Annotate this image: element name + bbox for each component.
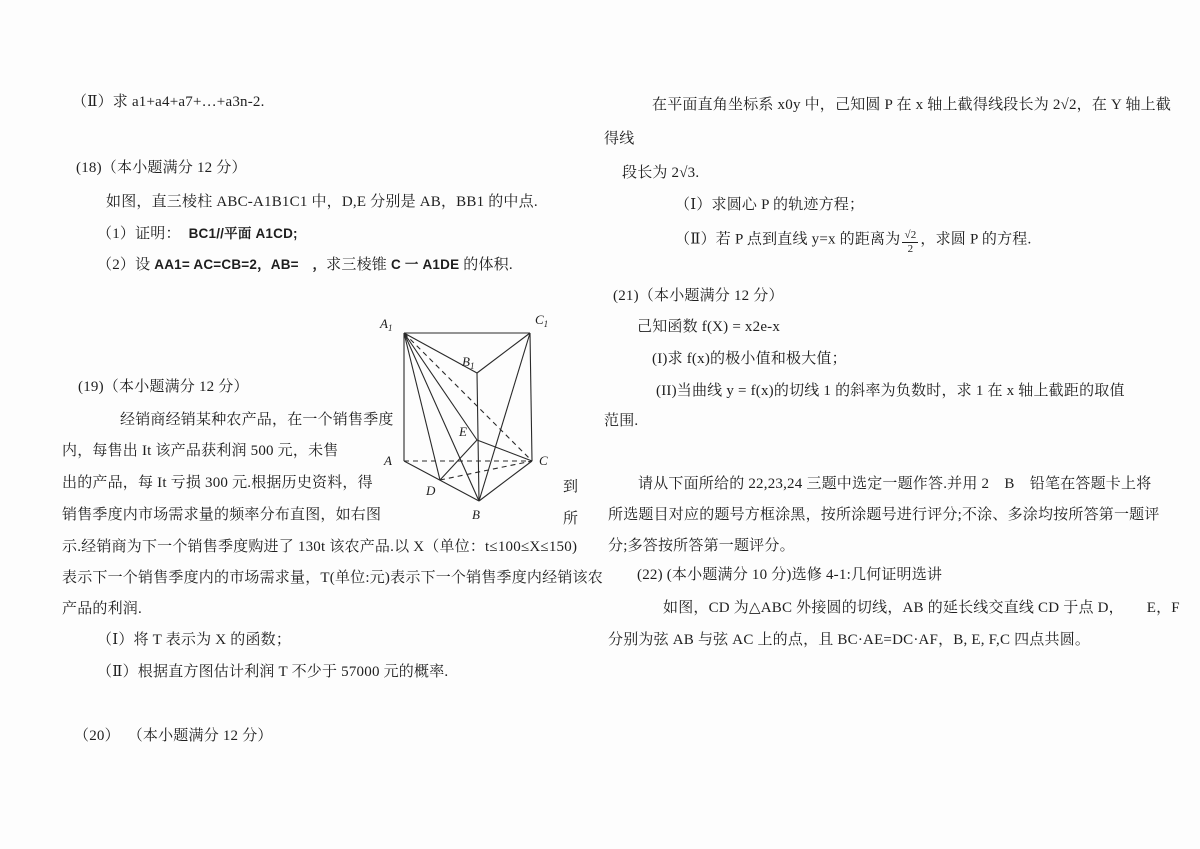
label-B1: $B_1$ bbox=[462, 354, 475, 371]
notice-line2: 所选题目对应的题号方框涂黑，按所涂题号进行评分;不涂、多涂均按所答第一题评 bbox=[608, 507, 1160, 523]
q20-body-line2: 得线 bbox=[604, 131, 635, 147]
prism-figure-svg bbox=[372, 304, 572, 528]
q19-line6: 表示下一个销售季度内的市场需求量，T(单位:元)表示下一个销售季度内经销该农 bbox=[62, 570, 603, 586]
q18-part2-suffix: 的体积. bbox=[459, 257, 513, 273]
q21-line1: 己知函数 f(X) = x2e-x bbox=[637, 319, 781, 335]
q19-line4-tail: 所 bbox=[563, 511, 579, 527]
q19-line4: 销售季度内市场需求量的频率分布直图，如右图 bbox=[62, 507, 382, 523]
q18-header: (18)（本小题满分 12 分） bbox=[76, 160, 247, 176]
notice-line3: 分;多答按所答第一题评分。 bbox=[608, 538, 795, 554]
notice-line1: 请从下面所给的 22,23,24 三题中选定一题作答.并用 2 B 铅笔在答题卡上将 bbox=[638, 476, 1152, 492]
label-A1: $A_1$ bbox=[380, 316, 393, 333]
q18-part2-mid: 求三棱锥 bbox=[326, 257, 391, 273]
q21-part1: (I)求 f(x)的极小值和极大值； bbox=[652, 351, 847, 367]
q19-part1: （Ⅰ）将 T 表示为 X 的函数； bbox=[97, 632, 292, 648]
q20-part2-suffix: ，求圆 P 的方程. bbox=[920, 231, 1032, 248]
q20-part2-prefix: （Ⅱ）若 P 点到直线 y=x 的距离为 bbox=[675, 231, 901, 248]
fraction-numerator: √2 bbox=[904, 229, 917, 241]
fraction-denominator: 2 bbox=[907, 242, 914, 255]
q18-part2-line bbox=[97, 255, 513, 275]
q20-body-line1: 在平面直角坐标系 x0y 中，己知圆 P 在 x 轴上截得线段长为 2√2，在 Y 轴上截 bbox=[652, 97, 1172, 113]
q18-part2-prefix: （2）设 bbox=[97, 257, 155, 273]
prism-figure bbox=[372, 304, 572, 528]
label-C: C bbox=[539, 453, 548, 468]
q18-intro: 如图，直三棱柱 ABC-A1B1C1 中，D,E 分别是 AB，BB1 的中点. bbox=[106, 194, 538, 210]
q20-header: （20） （本小题满分 12 分） bbox=[74, 728, 273, 744]
label-D: D bbox=[426, 483, 436, 498]
q17-part2-line: （Ⅱ）求 a1+a4+a7+…+a3n-2. bbox=[72, 94, 265, 110]
q18-part1-line bbox=[97, 224, 298, 244]
q22-header: (22) (本小题满分 10 分)选修 4-1:几何证明选讲 bbox=[637, 567, 943, 583]
q18-part1-bold: BC1//平面 A1CD; bbox=[188, 226, 298, 241]
sqrt2-over-2-fraction bbox=[902, 229, 918, 255]
q19-line3-tail: 到 bbox=[563, 479, 579, 495]
q19-header: (19)（本小题满分 12 分） bbox=[78, 379, 249, 395]
q19-line5: 示.经销商为下一个销售季度购进了 130t 该农产品.以 X（单位：t≤100≤X≤150) bbox=[62, 539, 578, 555]
label-A: A bbox=[384, 453, 392, 468]
q19-line1: 经销商经销某种农产品，在一个销售季度 bbox=[120, 412, 394, 428]
q21-part2a: (II)当曲线 y = f(x)的切线 1 的斜率为负数时，求 1 在 x 轴上截距的取值 bbox=[656, 383, 1125, 399]
label-B: B bbox=[472, 507, 480, 522]
label-C1: $C_1$ bbox=[535, 312, 549, 329]
q19-line3: 出的产品，每 It 亏损 300 元.根据历史资料，得 bbox=[62, 475, 373, 491]
label-E: E bbox=[459, 424, 467, 439]
q18-part1-prefix: （1）证明： bbox=[97, 226, 189, 242]
q18-part2-bold1: AA1= AC=CB=2，AB= ， bbox=[154, 257, 327, 272]
q21-header: (21)（本小题满分 12 分） bbox=[613, 288, 784, 304]
q18-part2-bold2: C 一 A1DE bbox=[390, 257, 460, 272]
q19-line7: 产品的利润. bbox=[62, 601, 142, 617]
q22-line1: 如图，CD 为△ABC 外接圆的切线，AB 的延长线交直线 CD 于点 D， E，F bbox=[663, 600, 1180, 616]
q20-body-part1: （Ⅰ）求圆心 P 的轨迹方程； bbox=[675, 197, 865, 213]
q22-line2: 分别为弦 AB 与弦 AC 上的点，且 BC·AE=DC·AF，B, E, F,C 四点共圆。 bbox=[608, 632, 1091, 648]
q19-part2: （Ⅱ）根据直方图估计利润 T 不少于 57000 元的概率. bbox=[97, 664, 449, 680]
q20-body-line3: 段长为 2√3. bbox=[622, 165, 700, 181]
q20-body-part2 bbox=[675, 229, 1031, 255]
q21-part2b: 范围. bbox=[604, 413, 639, 429]
q19-line2: 内，每售出 It 该产品获利润 500 元，未售 bbox=[62, 443, 339, 459]
